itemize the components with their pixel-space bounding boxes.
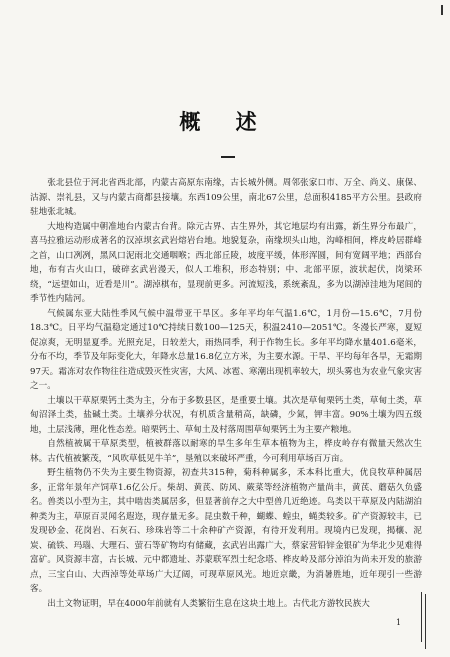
paragraph-climate: 气候属东亚大陆性季风气候中温带亚干旱区。多年平均年气温1.6℃，1月份—15.6℃，7月份18.3℃。日平均气温稳定通过10℃持续日数100—125天，积温2410—2051℃。冬漫长严寒，夏短促凉爽，无明显夏季。光照充足，日较差大，雨热同季，利于作物生长。多年平均降水量401.6毫米，分布不均，季节及年际变化大，年降水总量16.8亿立方米，为主要水源。干旱、平均每年各旱，无霜期97天。霜冻对农作物往往造成毁灭性灾害，大风、冰雹、寒潮出现机率较大，坝头雾也为农业气象灾害之一。 (30, 308, 422, 391)
paragraph-history: 出土文物证明，早在4000年前就有人类繁衍生息在这块土地上。古代北方游牧民族大 (47, 598, 370, 609)
page-title: 概 述 (179, 110, 271, 134)
section-numeral (221, 156, 235, 158)
paragraph-location: 张北县位于河北省西北部，内蒙古高原东南缘，古长城外侧。周邻张家口市、万全、尚义、康保、沽源、崇礼县，又与内蒙古商都县接壤。东西109公里，南北67公里，总面积4185平方公里。县政府驻地张北城。 (30, 178, 422, 217)
paragraph-geology: 大地构造属中朝准地台内蒙古台背。除元古界、古生界外，其它地层均有出露，新生界分布最广，喜马拉雅运动形成著名的汉淖坝玄武岩熔岩台地。地貌复杂，南缘坝头山地，沟峰相间，桦皮岭居群峰之首，山口冽冽，黑风口泥雨北交通咽喉；西北部丘陵，坡度平缓，体形浑圆，间有宽阔平地；西部台地，布有古火山口，破碎玄武岩漫天，似人工堆积，形态特别；中、北部平原，波状起伏，岗梁环绕，“远望如山，近看是川”。湖淖棋布，显现前更多。河流短浅，系统紊乱，多为以湖淖洼地为尾闾的季节性内陆河。 (30, 221, 422, 304)
paragraph-soil: 土壤以干草原栗钙土类为主，分布于多数县区，是重要土壤。其次是草甸栗钙土类，草甸土类，草甸沼泽土类，盐碱土类。土壤养分状况，有机质含量稍高，缺磷，少氮，钾丰富。90%土壤为四五级地，土层浅薄，理化性态差。暗栗钙土、草甸土及村落周围草甸栗钙土为主要产粮地。 (30, 395, 422, 435)
body-text (30, 176, 422, 616)
paragraph-vegetation: 自然植被属干草原类型，植被群落以耐寒的旱生多年生草本植物为主，桦皮岭存有微量天然次生林。古代植被繁茂，“风吹草低见牛羊”，垦殖以来破坏严重，今可利用草场百万亩。 (30, 439, 422, 464)
page-edge-line (425, 594, 426, 649)
scan-mark (441, 5, 443, 15)
paragraph-resources: 野生植物仍不失为主要生物资源，初查共315种，菊科种属多，禾本科比重大，优良牧草种属居多，正常年景年产饲草1.6亿公斤。柴胡、黄芪、防风、蕨菜等经济植物产量尚丰，黄芪、蘑菇久负盛名。兽类以小型为主，其中啮齿类属居多，但显著前存之大中型兽几近绝迹。鸟类以干草原及内陆湖泊种类为主，草原百灵闻名遐迩，现存量无多。昆虫数千种，蝴蝶、蝗虫，蝇类较多。矿产资源较丰，已发现砂金、花岗岩、石灰石、珍珠岩等二十余种矿产资源，有待开发利用。现境内已发现，揭穰、泥炭、硫铁、玛瑙、大理石、萤石等矿物均有储藏，玄武岩出露广大，蔡家营铅锌金银矿为华北少见难得富矿。风资源丰富，古长城、元中都遗址、苏蒙联军烈士纪念塔、桦皮岭及部分淖泊为尚未开发的旅游点，三宝白山、大西淖等处草场广大辽阔，可现草原风光。地近京畿，为消暑胜地，近年现引一些游客。 (30, 468, 422, 594)
page-number: 1 (396, 618, 402, 627)
page-edge-line (421, 592, 422, 642)
